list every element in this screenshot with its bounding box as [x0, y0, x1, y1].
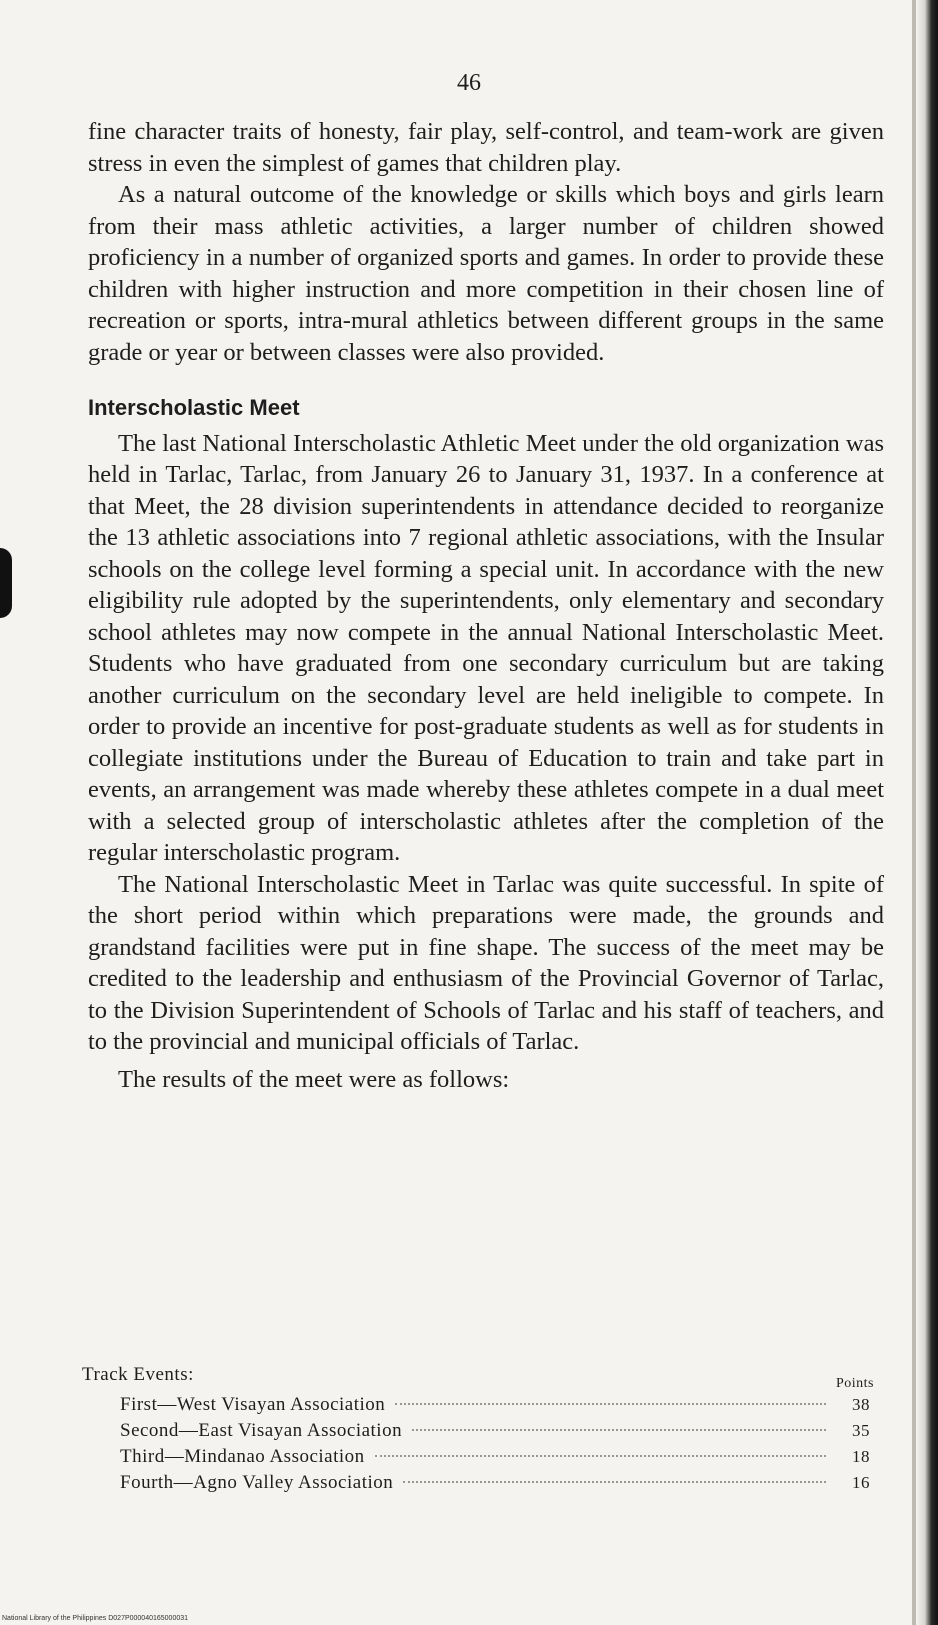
result-points: 18	[852, 1447, 870, 1466]
result-points: 16	[852, 1473, 870, 1492]
result-row	[120, 1394, 870, 1420]
result-name: Fourth—Agno Valley Association	[120, 1472, 394, 1493]
section-heading: Interscholastic Meet	[88, 395, 300, 420]
result-row	[120, 1420, 870, 1446]
paragraph-continuation: fine character traits of honesty, fair play, self-control, and team-work are given stress in even the simplest of games that children play.	[88, 118, 884, 177]
result-row	[120, 1472, 870, 1498]
binding-mark	[0, 548, 12, 618]
body-text	[88, 116, 884, 1095]
result-points: 35	[852, 1421, 870, 1440]
page-number: 46	[457, 70, 481, 96]
book-spine-edge	[916, 0, 938, 1625]
dot-leader	[375, 1455, 826, 1457]
paragraph-meet-success: The National Interscholastic Meet in Tarlac was quite successful. In spite of the short period within which preparations were made, the grounds and grandstand facilities were put in fine shape. The success of the meet may be credited to the leadership and enthusiasm of the Provincial Governor of Tarlac, to the Division Superintendent of Schools of Tarlac and his staff of teachers, and to the provincial and municipal officials of Tarlac.	[88, 870, 884, 1055]
scan-footer: National Library of the Philippines D027P000040165000031	[2, 1615, 189, 1622]
paragraph-mass-athletics: As a natural outcome of the knowledge or skills which boys and girls learn from their mass athletic activities, a larger number of children showed proficiency in a number of organized sports and games. In order to provide these children with higher instruction and more competition in their chosen line of recreation or sports, intra-mural athletics between different groups in the same grade or year or between classes were also provided.	[88, 181, 884, 366]
paragraph-meet-organization: The last National Interscholastic Athletic Meet under the old organization was held in Tarlac, Tarlac, from January 26 to January 31, 1937. In a conference at that Meet, the 28 division superintendents in attendance decided to reorganize the 13 athletic associations into 7 regional athletic associations, with the Insular schools on the college level forming a special unit. In accordance with the new eligibility rule adopted by the superintendents, only elementary and secondary school athletes may now compete in the annual National Interscholastic Meet. Students who have graduated from one secondary curriculum but are taking another curriculum on the secondary level are held ineligible to compete. In order to provide an incentive for post-graduate students as well as for students in collegiate institutions under the Bureau of Education to train and take part in events, an arrangement was made whereby these athletes compete in a dual meet with a selected group of interscholastic athletes after the completion of the regular interscholastic program.	[88, 429, 884, 866]
result-name: Third—Mindanao Association	[120, 1446, 365, 1467]
dot-leader	[395, 1403, 826, 1405]
result-name: First—West Visayan Association	[120, 1394, 386, 1415]
result-points: 38	[852, 1395, 870, 1414]
dot-leader	[412, 1429, 826, 1431]
result-name: Second—East Visayan Association	[120, 1420, 403, 1441]
result-row	[120, 1446, 870, 1472]
track-events-label: Track Events:	[82, 1364, 194, 1385]
paragraph-results-intro: The results of the meet were as follows:	[118, 1065, 510, 1093]
points-column-header: Points	[835, 1376, 874, 1391]
dot-leader	[403, 1481, 826, 1483]
